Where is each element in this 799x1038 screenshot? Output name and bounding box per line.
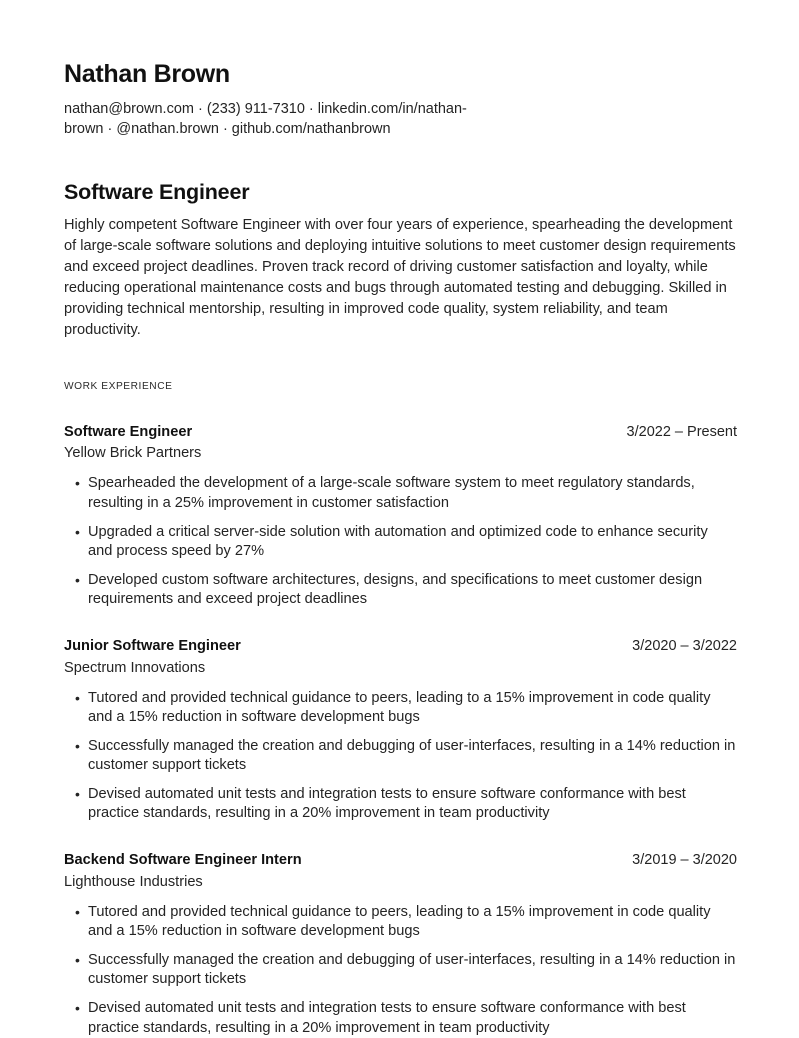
contact-separator: · bbox=[107, 121, 113, 138]
experience-bullet-list bbox=[64, 903, 736, 1038]
experience-dates: 3/2022 – Present bbox=[626, 423, 737, 440]
contact-item[interactable]: nathan@brown.com bbox=[64, 100, 194, 117]
experience-bullet bbox=[64, 951, 736, 990]
work-experience-section bbox=[64, 381, 736, 1038]
experience-bullet-text: Devised automated unit tests and integration tests to ensure software conformance with best practice standards, resulting in a 20% improvement in team productivity bbox=[88, 785, 686, 822]
experience-bullet-text: Tutored and provided technical guidance to peers, leading to a 15% improvement in code quality and a 15% reduction in software development bugs bbox=[88, 689, 711, 726]
experience-bullet-list bbox=[64, 474, 736, 610]
bullet-dot-icon: • bbox=[75, 903, 80, 920]
experience-role: Software Engineer bbox=[64, 423, 193, 440]
section-heading-work-experience: WORK EXPERIENCE bbox=[64, 380, 173, 392]
experience-bullet bbox=[64, 474, 736, 513]
profile-summary: Highly competent Software Engineer with over four years of experience, spearheading the development of large-scale software solutions and deploying intuitive solutions to meet customer design requirements and exceed project deadlines. Proven track record of driving customer satisfaction and loyalty, while reducing operational maintenance costs and bugs through automated testing and debugging. Skilled in providing technical mentorship, resulting in improved code quality, system reliability, and team productivity. bbox=[64, 216, 736, 338]
experience-entry bbox=[64, 851, 736, 1038]
experience-bullet bbox=[64, 571, 736, 610]
bullet-dot-icon: • bbox=[75, 785, 80, 802]
experience-dates: 3/2019 – 3/2020 bbox=[632, 852, 737, 869]
profile-block bbox=[64, 180, 736, 341]
experience-company: Yellow Brick Partners bbox=[64, 445, 202, 462]
experience-bullet bbox=[64, 737, 736, 776]
bullet-dot-icon: • bbox=[75, 571, 80, 588]
contact-separator: · bbox=[308, 100, 314, 117]
candidate-name: Nathan Brown bbox=[64, 60, 230, 88]
experience-entry-header bbox=[64, 423, 737, 443]
experience-bullet bbox=[64, 903, 736, 942]
experience-role: Junior Software Engineer bbox=[64, 637, 241, 654]
experience-bullet-text: Successfully managed the creation and debugging of user-interfaces, resulting in a 14% reduction in customer support tickets bbox=[88, 737, 736, 774]
contact-separator: · bbox=[197, 100, 203, 117]
contact-item[interactable]: linkedin.com/in/nathan-brown bbox=[64, 100, 467, 138]
contact-separator: · bbox=[222, 121, 228, 138]
bullet-dot-icon: • bbox=[75, 737, 80, 754]
experience-bullet bbox=[64, 785, 736, 824]
experience-bullet bbox=[64, 689, 736, 728]
experience-bullet-text: Developed custom software architectures, designs, and specifications to meet customer design requirements and exceed project deadlines bbox=[88, 571, 703, 608]
bullet-dot-icon: • bbox=[75, 475, 80, 492]
bullet-dot-icon: • bbox=[75, 951, 80, 968]
experience-bullet-list bbox=[64, 689, 736, 825]
contact-line bbox=[64, 99, 736, 140]
contact-item[interactable]: github.com/nathanbrown bbox=[231, 121, 391, 138]
experience-bullet-text: Spearheaded the development of a large-scale software system to meet regulatory standards, resulting in a 25% improvement in customer satisfaction bbox=[88, 475, 695, 511]
profile-title: Software Engineer bbox=[64, 179, 250, 204]
experience-dates: 3/2020 – 3/2022 bbox=[632, 637, 737, 654]
experience-company: Spectrum Innovations bbox=[64, 659, 206, 676]
experience-bullet bbox=[64, 999, 736, 1038]
work-experience-list bbox=[64, 423, 736, 1038]
resume-header bbox=[64, 60, 736, 140]
experience-role: Backend Software Engineer Intern bbox=[64, 852, 302, 869]
experience-entry-header bbox=[64, 851, 737, 871]
experience-bullet-text: Tutored and provided technical guidance to peers, leading to a 15% improvement in code quality and a 15% reduction in software development bugs bbox=[88, 903, 711, 940]
contact-item[interactable]: @nathan.brown bbox=[116, 121, 219, 138]
bullet-dot-icon: • bbox=[75, 523, 80, 540]
contact-item[interactable]: (233) 911-7310 bbox=[206, 100, 305, 117]
experience-bullet bbox=[64, 523, 736, 562]
experience-entry bbox=[64, 423, 736, 610]
experience-entry bbox=[64, 637, 736, 824]
experience-company: Lighthouse Industries bbox=[64, 873, 203, 890]
experience-bullet-text: Successfully managed the creation and debugging of user-interfaces, resulting in a 14% reduction in customer support tickets bbox=[88, 951, 736, 988]
experience-entry-header bbox=[64, 637, 737, 657]
bullet-dot-icon: • bbox=[75, 689, 80, 706]
experience-bullet-text: Upgraded a critical server-side solution with automation and optimized code to enhance security and process speed by 27% bbox=[88, 523, 708, 560]
bullet-dot-icon: • bbox=[75, 1000, 80, 1017]
experience-bullet-text: Devised automated unit tests and integration tests to ensure software conformance with best practice standards, resulting in a 20% improvement in team productivity bbox=[88, 1000, 686, 1036]
